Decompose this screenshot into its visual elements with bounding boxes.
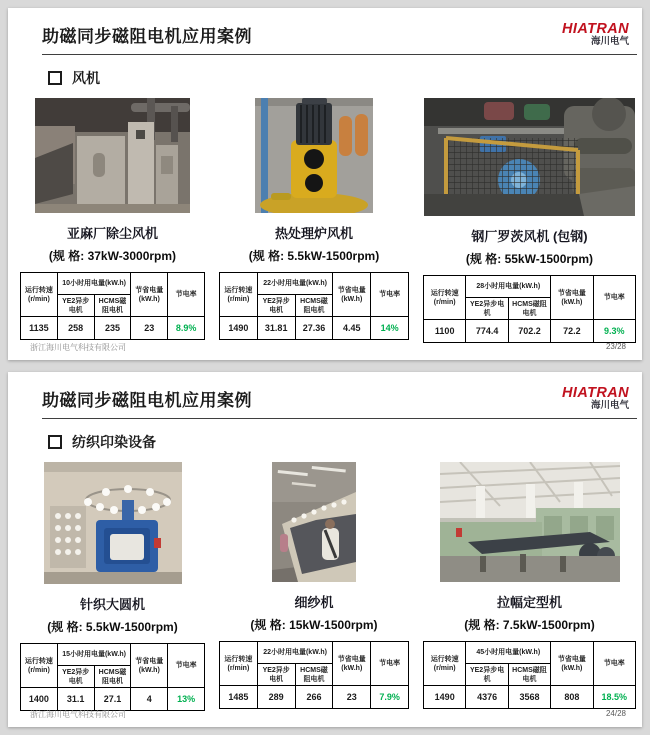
value-speed: 1490 xyxy=(220,317,258,340)
header-divider xyxy=(42,54,637,55)
value-saved: 72.2 xyxy=(551,320,593,343)
value-speed: 1100 xyxy=(424,320,466,343)
value-speed: 1135 xyxy=(21,317,58,340)
value-saved: 23 xyxy=(333,686,371,709)
brand-logo xyxy=(562,386,629,411)
table-header-usage: 10小时用电量(kW.h) xyxy=(57,273,131,295)
case-heat-furnace-fan xyxy=(219,98,409,343)
value-ye2: 258 xyxy=(57,317,94,340)
case-row xyxy=(20,98,637,343)
brand-logo-chinese: 海川电气 xyxy=(590,400,629,412)
header-divider xyxy=(42,418,637,419)
case-spec: (规 格: 15kW-1500rpm) xyxy=(250,618,378,633)
case-caption: 针织大圆机 xyxy=(79,597,145,613)
value-rate: 14% xyxy=(371,317,409,340)
case-spec: (规 格: 7.5kW-1500rpm) xyxy=(464,618,595,633)
slide-fans xyxy=(8,8,642,360)
table-header-saved: 节省电量(kW.h) xyxy=(333,273,371,317)
section-heading xyxy=(48,68,637,88)
table-header-saved: 节省电量(kW.h) xyxy=(551,642,593,686)
value-rate: 13% xyxy=(168,688,205,711)
footer-company: 浙江海川电气科技有限公司 xyxy=(30,343,126,352)
table-header-ye2: YE2异步电机 xyxy=(257,295,295,317)
photo-circular-knitting-machine xyxy=(44,462,182,584)
table-header-usage: 28小时用电量(kW.h) xyxy=(466,276,551,298)
table-header-rate: 节电率 xyxy=(371,642,409,686)
slide-title: 助磁同步磁阻电机应用案例 xyxy=(42,391,252,411)
table-header-ye2: YE2异步电机 xyxy=(466,298,508,320)
page-number: 24/28 xyxy=(605,709,626,718)
table-header-hcms: HCMS磁阻电机 xyxy=(508,664,550,686)
value-hcms: 235 xyxy=(94,317,131,340)
value-hcms: 3568 xyxy=(508,686,550,709)
case-spec: (规 格: 37kW-3000rpm) xyxy=(48,249,177,264)
section-heading xyxy=(48,432,637,452)
case-table xyxy=(20,272,205,340)
case-stenter-machine xyxy=(423,462,636,711)
value-hcms: 27.36 xyxy=(295,317,333,340)
value-saved: 23 xyxy=(131,317,168,340)
table-header-hcms: HCMS磁阻电机 xyxy=(94,295,131,317)
table-header-speed: 运行转速(r/min) xyxy=(220,642,258,686)
table-header-hcms: HCMS磁阻电机 xyxy=(508,298,550,320)
table-header-saved: 节省电量(kW.h) xyxy=(131,273,168,317)
table-header-saved: 节省电量(kW.h) xyxy=(333,642,371,686)
case-caption: 亚麻厂除尘风机 xyxy=(66,226,158,242)
brand-logo-text: HIATRAN xyxy=(562,385,629,401)
case-caption: 钢厂罗茨风机 (包钢) xyxy=(471,229,588,245)
table-header-usage: 45小时用电量(kW.h) xyxy=(466,642,551,664)
table-header-rate: 节电率 xyxy=(593,276,635,320)
photo-roots-fan xyxy=(424,98,635,216)
case-roots-fan xyxy=(423,98,636,343)
value-ye2: 289 xyxy=(257,686,295,709)
footer-company: 浙江海川电气科技有限公司 xyxy=(30,710,126,719)
value-saved: 808 xyxy=(551,686,593,709)
case-spec: (规 格: 5.5kW-1500rpm) xyxy=(47,620,178,635)
table-header-ye2: YE2异步电机 xyxy=(466,664,508,686)
brand-logo-text: HIATRAN xyxy=(562,21,629,37)
section-title: 纺织印染设备 xyxy=(72,434,156,451)
value-rate: 18.5% xyxy=(593,686,635,709)
case-caption: 拉幅定型机 xyxy=(496,595,562,611)
slide-title: 助磁同步磁阻电机应用案例 xyxy=(42,27,252,47)
page-number: 23/28 xyxy=(605,342,626,351)
value-rate: 8.9% xyxy=(168,317,205,340)
table-header-hcms: HCMS磁阻电机 xyxy=(295,295,333,317)
table-header-speed: 运行转速(r/min) xyxy=(424,276,466,320)
table-header-speed: 运行转速(r/min) xyxy=(220,273,258,317)
value-saved: 4 xyxy=(131,688,168,711)
slide-footer xyxy=(30,709,626,720)
table-header-hcms: HCMS磁阻电机 xyxy=(295,664,333,686)
section-bullet-icon xyxy=(48,435,62,449)
case-flax-dust-fan xyxy=(20,98,205,343)
slide-textile xyxy=(8,372,642,727)
value-ye2: 31.81 xyxy=(257,317,295,340)
table-header-usage: 22小时用电量(kW.h) xyxy=(257,642,333,664)
value-hcms: 266 xyxy=(295,686,333,709)
table-header-rate: 节电率 xyxy=(593,642,635,686)
case-caption: 细纱机 xyxy=(294,595,334,611)
case-table xyxy=(423,641,636,709)
case-caption: 热处理炉风机 xyxy=(274,226,353,242)
case-table xyxy=(219,272,409,340)
value-hcms: 27.1 xyxy=(94,688,131,711)
photo-flax-dust-fan xyxy=(35,98,190,213)
table-header-speed: 运行转速(r/min) xyxy=(424,642,466,686)
value-ye2: 4376 xyxy=(466,686,508,709)
value-hcms: 702.2 xyxy=(508,320,550,343)
value-ye2: 774.4 xyxy=(466,320,508,343)
case-table xyxy=(219,641,409,709)
slide-footer xyxy=(30,342,626,353)
case-table xyxy=(423,275,636,343)
table-header-hcms: HCMS磁阻电机 xyxy=(94,666,131,688)
value-speed: 1490 xyxy=(424,686,466,709)
table-header-ye2: YE2异步电机 xyxy=(57,295,94,317)
value-rate: 9.3% xyxy=(593,320,635,343)
value-speed: 1400 xyxy=(21,688,58,711)
photo-heat-furnace-fan xyxy=(255,98,373,213)
table-header-speed: 运行转速(r/min) xyxy=(21,273,58,317)
table-header-usage: 22小时用电量(kW.h) xyxy=(257,273,333,295)
table-header-rate: 节电率 xyxy=(168,644,205,688)
table-header-rate: 节电率 xyxy=(371,273,409,317)
table-header-ye2: YE2异步电机 xyxy=(57,666,94,688)
table-header-ye2: YE2异步电机 xyxy=(257,664,295,686)
case-spec: (规 格: 55kW-1500rpm) xyxy=(465,252,594,267)
table-header-usage: 15小时用电量(kW.h) xyxy=(57,644,131,666)
section-bullet-icon xyxy=(48,71,62,85)
slide-header xyxy=(42,386,629,411)
slide-header xyxy=(42,22,629,47)
value-rate: 7.9% xyxy=(371,686,409,709)
brand-logo xyxy=(562,22,629,47)
section-title: 风机 xyxy=(72,70,100,87)
table-header-speed: 运行转速(r/min) xyxy=(21,644,58,688)
value-saved: 4.45 xyxy=(333,317,371,340)
value-speed: 1485 xyxy=(220,686,258,709)
photo-stenter-machine xyxy=(440,462,620,582)
case-spec: (规 格: 5.5kW-1500rpm) xyxy=(248,249,380,264)
value-ye2: 31.1 xyxy=(57,688,94,711)
case-row xyxy=(20,462,637,711)
table-header-saved: 节省电量(kW.h) xyxy=(551,276,593,320)
case-spinning-frame xyxy=(219,462,409,711)
brand-logo-chinese: 海川电气 xyxy=(590,36,629,48)
table-header-rate: 节电率 xyxy=(168,273,205,317)
case-table xyxy=(20,643,205,711)
photo-spinning-frame xyxy=(272,462,356,582)
case-circular-knitting xyxy=(20,462,205,711)
table-header-saved: 节省电量(kW.h) xyxy=(131,644,168,688)
